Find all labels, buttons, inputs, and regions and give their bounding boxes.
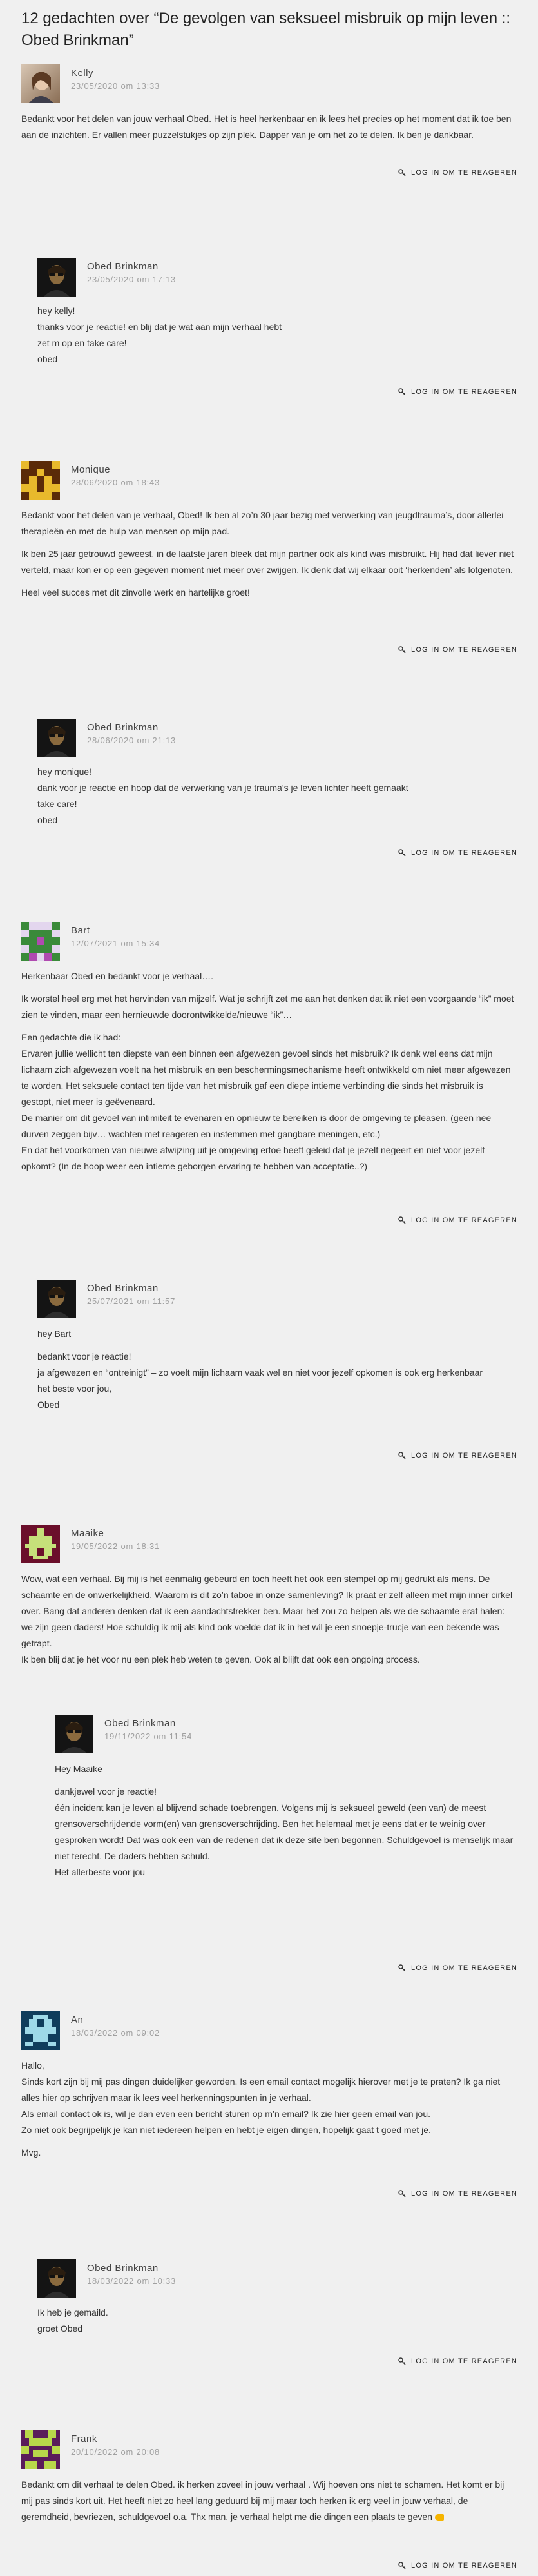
avatar[interactable]	[37, 258, 76, 297]
avatar[interactable]	[21, 461, 60, 500]
comment-body	[21, 968, 517, 1175]
comment-obed-reply-kelly	[37, 258, 517, 396]
comment-line: groet Obed	[37, 2323, 83, 2334]
comment-date[interactable]: 18/03/2022 om 09:02	[71, 2028, 160, 2038]
key-icon	[398, 388, 406, 396]
avatar[interactable]	[55, 1715, 93, 1753]
comment-body	[21, 1571, 517, 1668]
comment-body	[37, 2305, 517, 2337]
reply-label: LOG IN OM TE REAGEREN	[411, 2562, 517, 2570]
comment-body	[21, 2058, 517, 2161]
key-icon	[398, 1216, 406, 1224]
login-to-reply-link[interactable]	[398, 166, 517, 179]
key-icon	[398, 2562, 406, 2570]
comment-obed-reply-maaike	[55, 1715, 517, 1979]
comment-date[interactable]: 12/07/2021 om 15:34	[71, 939, 160, 948]
reply-label: LOG IN OM TE REAGEREN	[411, 169, 517, 177]
reply-label: LOG IN OM TE REAGEREN	[411, 1964, 517, 1972]
avatar[interactable]	[37, 719, 76, 757]
comment-line: obed	[37, 354, 58, 364]
login-to-reply-link[interactable]	[398, 643, 517, 656]
comment-author[interactable]: Bart	[71, 925, 90, 936]
comment-date[interactable]: 19/11/2022 om 11:54	[104, 1732, 193, 1741]
comment-author[interactable]: Obed Brinkman	[87, 2263, 159, 2274]
comment-line: Hallo,	[21, 2060, 44, 2071]
comment-line: Ik ben blij dat je het voor nu een plek heb weten te geven. Ook al blijft dat ook een ongoing process.	[21, 1654, 420, 1664]
comment-line: thanks voor je reactie! en blij dat je wat aan mijn verhaal hebt	[37, 322, 282, 332]
key-icon	[398, 1452, 406, 1459]
reply-label: LOG IN OM TE REAGEREN	[411, 2357, 517, 2365]
comment-line: één incident kan je leven al blijvend schade toebrengen. Volgens mij is seksueel geweld (een van) de meest grensoverschrijdende vorm(en) van grensoverschrijding. Ben het helemaal met je eens dat er te weinig over gesproken wordt! Dat was ook een van de redenen dat ik deze site ben begonnen. Schuldgevoel is menselijk maar niet terecht. De daders hebben schuld.	[55, 1802, 514, 1861]
avatar[interactable]	[37, 1280, 76, 1318]
comment-line: De manier om dit gevoel van intimiteit te evenaren en opnieuw te bereiken is door de omgeving te pleasen. (geen nee durven zeggen bijv… wachten met reageren en instemmen met gangbare meningen, etc.)	[21, 1113, 492, 1139]
comment-body	[55, 1761, 517, 1880]
comment-author[interactable]: Maaike	[71, 1528, 104, 1539]
avatar[interactable]	[37, 2259, 76, 2298]
comment-line: Het allerbeste voor jou	[55, 1867, 146, 1877]
comment-frank	[21, 2430, 517, 2572]
comment-kelly	[21, 64, 517, 181]
comment-date[interactable]: 28/06/2020 om 18:43	[71, 478, 160, 487]
comment-author[interactable]: Monique	[71, 464, 111, 475]
comment-author[interactable]: Kelly	[71, 68, 94, 79]
login-to-reply-link[interactable]	[398, 2355, 517, 2368]
comment-author[interactable]: Obed Brinkman	[87, 261, 159, 272]
comment-monique	[21, 461, 517, 661]
comment-line: ja afgewezen en “ontreinigt” – zo voelt mijn lichaam vaak wel en niet voor jezelf opkomen is ook erg herkenbaar	[37, 1367, 483, 1378]
comment-obed-reply-monique	[37, 719, 517, 857]
comment-date[interactable]: 23/05/2020 om 17:13	[87, 275, 177, 284]
key-icon	[398, 2190, 406, 2198]
comment-date[interactable]: 28/06/2020 om 21:13	[87, 736, 177, 745]
avatar[interactable]	[21, 922, 60, 961]
comment-date[interactable]: 20/10/2022 om 20:08	[71, 2447, 160, 2457]
comment-line	[21, 2477, 517, 2525]
reply-label: LOG IN OM TE REAGEREN	[411, 849, 517, 857]
comment-line: Als email contact ok is, wil je dan even een bericht sturen op m’n email? Ik zie hier geen email van jou.	[21, 2109, 430, 2119]
comment-obed-reply-bart	[37, 1280, 517, 1459]
hand-pointing-emoji	[435, 2514, 444, 2521]
comment-text: Bedankt voor het delen van je verhaal, Obed! Ik ben al zo’n 30 jaar bezig met verwerking van jeugdtrauma’s, door allerlei therapieën en met de hulp van mensen op mijn pad.	[21, 510, 504, 536]
comment-text: Bedankt om dit verhaal te delen Obed. ik herken zoveel in jouw verhaal . Wij hoeven ons niet te schamen. Het komt er bij mij pas sinds kort uit. Het heeft niet zo heel lang geduurd bij mij maar toch herken ik erg veel in jouw verhaal, de geremdheid, bevriezen, schuldgevoel o.a. Thx man, je verhaal helpt me die dingen een plaats te geven	[21, 2479, 504, 2522]
key-icon	[398, 849, 406, 857]
comment-line: hey monique!	[37, 766, 92, 777]
comment-line: Ervaren jullie wellicht ten diepste van een binnen een afgewezen gevoel sinds het misbruik? Ik denk wel eens dat mijn lichaam zich afgewezen voelt na het misbruik en een beschermingsmechanisme heeft ontwikkeld om niet meer afgewezen te worden. Het seksuele contact ten tijde van het misbruik gaf een diepe intieme verbinding die sinds het misbruik is gestopt, niet meer is geëvenaard.	[21, 1048, 511, 1107]
comment-text: Ik ben 25 jaar getrouwd geweest, in de laatste jaren bleek dat mijn partner ook als kind was misbruikt. Hij had dat liever niet verteld, maar kon er op een gegeven moment niet meer over zwijgen. Ik denk dat wij elkaar ooit ‘herkenden’ als lotgenoten.	[21, 549, 514, 575]
avatar[interactable]	[21, 1525, 60, 1563]
comment-line: Ik heb je gemaild.	[37, 2307, 108, 2317]
comment-an	[21, 2011, 517, 2205]
reply-label: LOG IN OM TE REAGEREN	[411, 1452, 517, 1459]
comment-obed-reply-an	[37, 2259, 517, 2363]
comment-line: En dat het voorkomen van nieuwe afwijzing uit je omgeving ertoe heeft geleid dat je jezelf negeert en niet voor jezelf opkomt? (In de hoop weer een intieme geborgen ervaring te hebben van acceptatie..?)	[21, 1145, 485, 1171]
comment-line: Mvg.	[21, 2147, 41, 2158]
login-to-reply-link[interactable]	[398, 385, 517, 398]
comment-line: dank voor je reactie en hoop dat de verwerking van je trauma’s je leven lichter heeft gemaakt	[37, 783, 408, 793]
comment-author[interactable]: An	[71, 2015, 84, 2025]
comment-line: het beste voor jou,	[37, 1383, 112, 1394]
comment-author[interactable]: Obed Brinkman	[87, 722, 159, 733]
login-to-reply-link[interactable]	[398, 846, 517, 859]
login-to-reply-link[interactable]	[398, 1962, 517, 1975]
comment-line: Wow, wat een verhaal. Bij mij is het eenmalig gebeurd en toch heeft het ook een stempel op mij gedrukt als mens. De schaamte en de onwerkelijkheid. Waarom is dit zo’n taboe in onze samenleving? Ik praat er zelf alleen met mijn inner cirkel over. Bang dat anderen denken dat ik een aandachtstrekker ben. Maar het zou zo helpen als we de schaamte eraf halen: we zijn geen daders! Hoe schuldig ik mij als kind ook voelde dat ik in het wil je een snoepje-trucje van een bekende was getrapt.	[21, 1574, 513, 1648]
comment-text: Zo niet ook begrijpelijk je kan niet iedereen helpen en hebt je eigen dingen, hopelijk gaat t goed met je.	[21, 2125, 431, 2135]
comment-line: Een gedachte die ik had:	[21, 1032, 121, 1042]
key-icon	[398, 646, 406, 654]
login-to-reply-link[interactable]	[398, 1214, 517, 1227]
comment-body	[37, 764, 517, 828]
login-to-reply-link[interactable]	[398, 1449, 517, 1462]
comment-line: Sinds kort zijn bij mij pas dingen duidelijker geworden. Is een email contact mogelijk hierover met je te praten? Ik ga niet alles hier op schrijven maar ik lees veel herkenningspunten in je verhaal.	[21, 2076, 501, 2103]
comment-text: Herkenbaar Obed en bedankt voor je verhaal….	[21, 971, 214, 981]
comment-text: Ik worstel heel erg met het hervinden van mijzelf. Wat je schrijft zet me aan het denken dat ik niet een voorgaande “ik” moet zien te vinden, maar een hernieuwde doorontwikkelde/nieuwe “ik”…	[21, 993, 514, 1020]
comment-line: dankjewel voor je reactie!	[55, 1786, 157, 1797]
comment-text: hey Bart	[37, 1329, 72, 1339]
comment-date[interactable]: 18/03/2022 om 10:33	[87, 2276, 177, 2286]
comment-bart	[21, 922, 517, 1225]
key-icon	[398, 169, 406, 177]
comment-body	[37, 1326, 517, 1413]
comment-date[interactable]: 25/07/2021 om 11:57	[87, 1296, 176, 1306]
reply-label: LOG IN OM TE REAGEREN	[411, 2190, 517, 2198]
comment-text: Hey Maaike	[55, 1764, 102, 1774]
reply-label: LOG IN OM TE REAGEREN	[411, 646, 517, 654]
comment-text: Bedankt voor het delen van jouw verhaal Obed. Het is heel herkenbaar en ik lees het precies op het moment dat ik toe ben aan de inzichten. Er vallen meer puzzelstukjes op zijn plek. Dapper van je om het zo te delen. Ik ben je dankbaar.	[21, 113, 512, 140]
login-to-reply-link[interactable]	[398, 2559, 517, 2572]
comment-author[interactable]: Frank	[71, 2434, 97, 2444]
key-icon	[398, 1964, 406, 1972]
comment-author[interactable]: Obed Brinkman	[104, 1718, 176, 1729]
comment-line: obed	[37, 815, 58, 825]
comment-author[interactable]: Obed Brinkman	[87, 1283, 159, 1294]
comment-line: Obed	[37, 1400, 60, 1410]
reply-label: LOG IN OM TE REAGEREN	[411, 1216, 517, 1224]
comment-body	[21, 111, 517, 150]
comment-text: Heel veel succes met dit zinvolle werk en hartelijke groet!	[21, 587, 250, 598]
key-icon	[398, 2357, 406, 2365]
comment-date[interactable]: 23/05/2020 om 13:33	[71, 81, 160, 91]
comment-line: take care!	[37, 799, 77, 809]
comment-line: hey kelly!	[37, 306, 75, 316]
comment-date[interactable]: 19/05/2022 om 18:31	[71, 1541, 160, 1551]
login-to-reply-link[interactable]	[398, 2187, 517, 2200]
comment-maaike	[21, 1525, 517, 1692]
comment-line: zet m op en take care!	[37, 338, 127, 348]
reply-label: LOG IN OM TE REAGEREN	[411, 388, 517, 396]
comments-heading: 12 gedachten over “De gevolgen van seksueel misbruik op mijn leven :: Obed Brinkman”	[21, 10, 511, 49]
comment-body	[37, 303, 517, 367]
avatar[interactable]	[21, 64, 60, 103]
avatar[interactable]	[21, 2011, 60, 2050]
comment-body	[21, 507, 517, 607]
avatar[interactable]	[21, 2430, 60, 2469]
comment-line: bedankt voor je reactie!	[37, 1351, 131, 1361]
comment-body	[21, 2477, 517, 2525]
